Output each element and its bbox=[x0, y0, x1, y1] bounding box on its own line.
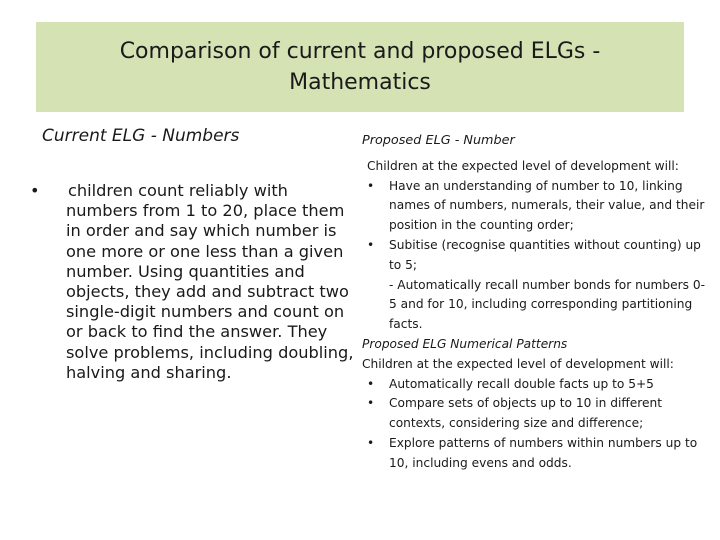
list-item bbox=[362, 177, 707, 236]
list-item-text: Automatically recall double facts up to 5+5 bbox=[389, 376, 654, 391]
list-item bbox=[362, 236, 707, 276]
bullet-marker: • bbox=[367, 396, 375, 411]
current-elg-text-rest: numbers from 1 to 20, place them in order and say which number is one more or one less than a given number. Using quantities and objects, they add and subtract two single-digit numbers and count on or back to find the answer. They solve problems, including doubling, halving and sharing. bbox=[66, 201, 354, 382]
bullet-marker: • bbox=[367, 435, 375, 450]
list-item bbox=[362, 394, 707, 434]
bullet-marker: • bbox=[367, 237, 375, 252]
list-item-text: Have an understanding of number to 10, linking names of numbers, numerals, their value, and their position in the counting order; bbox=[389, 178, 705, 233]
proposed-elg-extra: - Automatically recall number bonds for numbers 0-5 and for 10, including corresponding partitioning facts. bbox=[389, 277, 706, 332]
bullet-marker: • bbox=[367, 178, 375, 193]
list-item-text: Explore patterns of numbers within numbers up to 10, including evens and odds. bbox=[389, 435, 698, 470]
current-elg-heading: Current ELG - Numbers bbox=[42, 126, 240, 146]
current-elg-text bbox=[30, 181, 360, 383]
list-item bbox=[362, 375, 707, 395]
current-elg-text-first: children count reliably with bbox=[68, 181, 288, 200]
patterns-intro: Children at the expected level of development will: bbox=[362, 356, 674, 371]
patterns-heading: Proposed ELG Numerical Patterns bbox=[362, 336, 568, 351]
slide-title-line-2: Mathematics bbox=[289, 70, 431, 95]
current-elg-list bbox=[30, 181, 360, 383]
list-item bbox=[362, 434, 707, 474]
slide-title-line-1: Comparison of current and proposed ELGs - bbox=[119, 39, 601, 64]
proposed-elg-column bbox=[362, 131, 707, 474]
proposed-elg-heading: Proposed ELG - Number bbox=[362, 133, 515, 148]
title-banner bbox=[36, 22, 684, 112]
bullet-marker: • bbox=[30, 181, 40, 200]
list-item-text: Compare sets of objects up to 10 in different contexts, considering size and difference; bbox=[389, 396, 662, 431]
bullet-marker: • bbox=[367, 376, 375, 391]
list-item-text: Subitise (recognise quantities without counting) up to 5; bbox=[389, 237, 701, 272]
proposed-elg-intro: Children at the expected level of development will: bbox=[367, 158, 679, 173]
